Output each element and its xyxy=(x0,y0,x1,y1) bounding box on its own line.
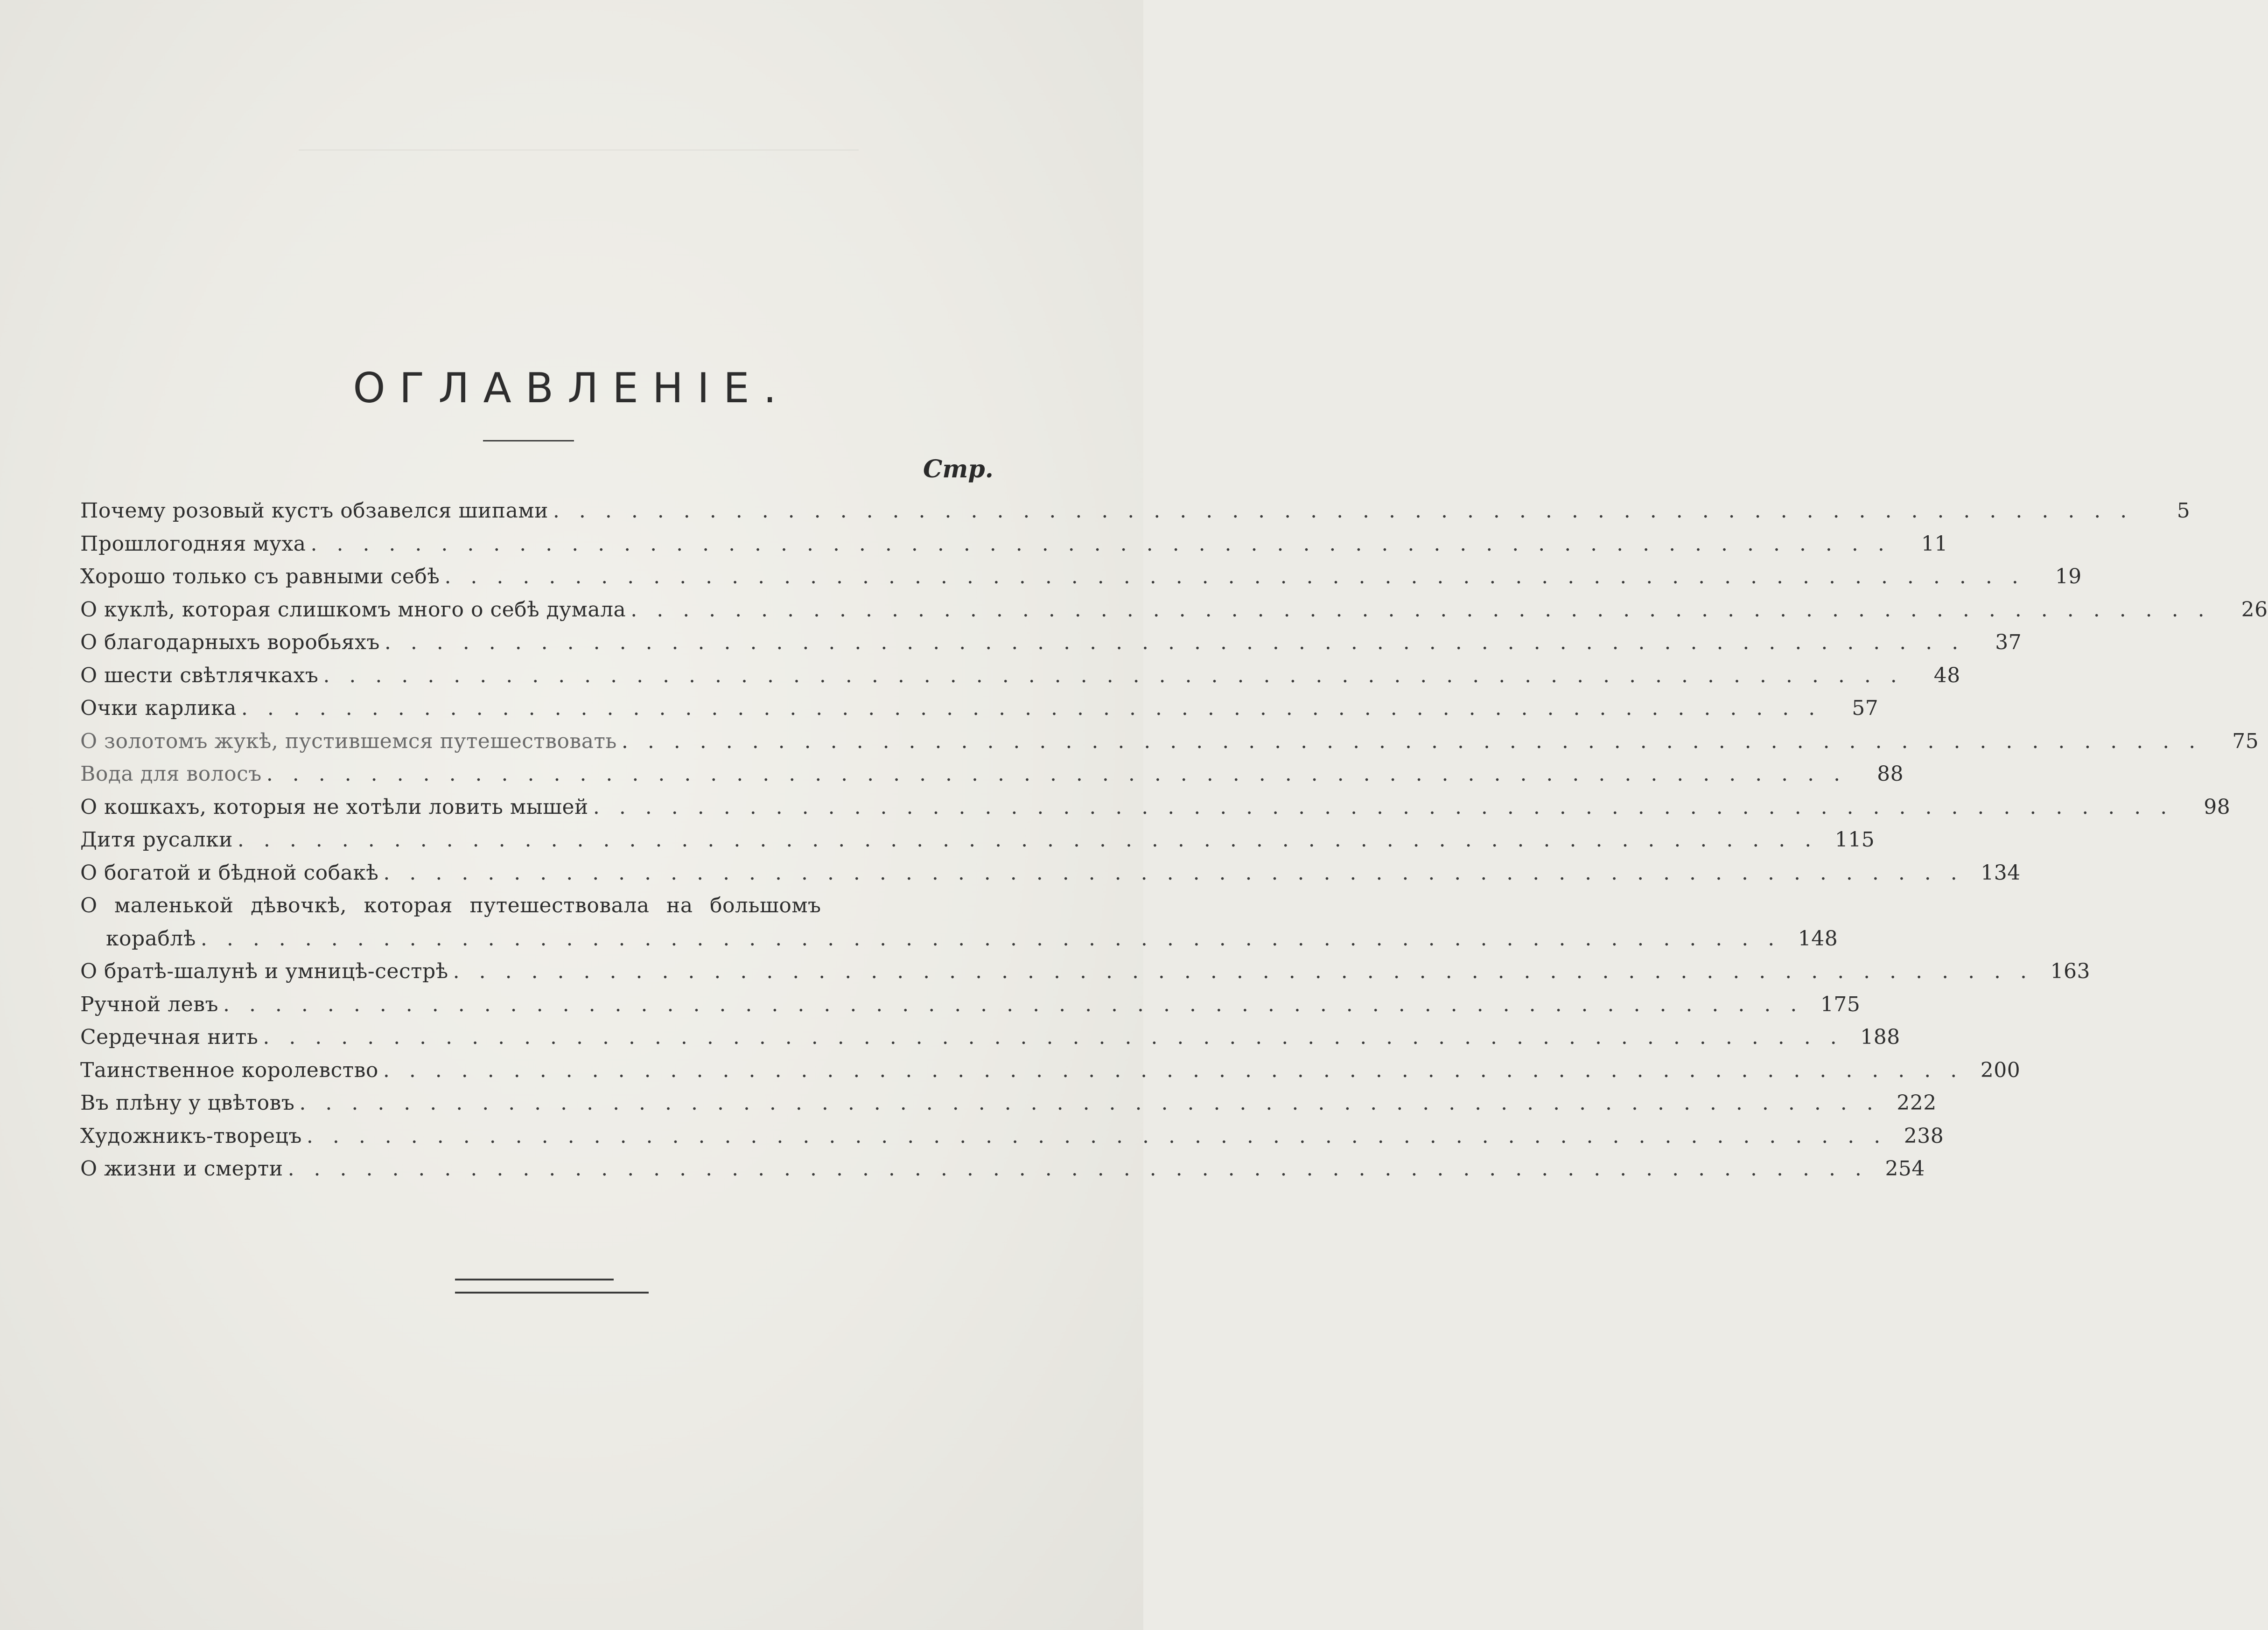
leader-dots: . . . . . . . . . . . . . . . . . . . . . . . . . . . . . . . . . . . . . . . . . . . . . . . . . . . . . . . . . . . . . xyxy=(383,860,1964,885)
toc-entry-page: 57 xyxy=(1852,696,1879,720)
toc-entry[interactable] xyxy=(80,1120,1944,1153)
toc-entry-title: Прошлогодняя муха xyxy=(80,532,306,556)
toc-entry-title: О богатой и бѣдной собакѣ xyxy=(80,860,379,885)
toc-entry[interactable] xyxy=(80,1054,2021,1087)
leader-dots: . . . . . . . . . . . . . . . . . . . . . . . . . . . . . . . . . . . . . . . . . . . . . . . . . . . . . . . . . . . . . xyxy=(200,926,1781,951)
toc-entry-title: Хорошо только съ равными себѣ xyxy=(80,565,440,588)
table-of-contents xyxy=(80,495,2268,1186)
closing-rule-lower xyxy=(455,1292,649,1294)
page-title: ОГЛАВЛЕНIЕ. xyxy=(353,364,791,412)
toc-entry[interactable] xyxy=(80,791,2231,824)
toc-entry-page: 115 xyxy=(1834,828,1875,852)
toc-entry-page: 11 xyxy=(1921,532,1948,556)
toc-entry-title: О куклѣ, которая слишкомъ много о себѣ думала xyxy=(80,597,626,622)
toc-entry[interactable] xyxy=(80,659,1960,693)
toc-entry-page: 88 xyxy=(1877,762,1904,786)
toc-entry[interactable] xyxy=(80,824,1875,857)
toc-entry-title: Въ плѣну у цвѣтовъ xyxy=(80,1091,295,1115)
leader-dots: . . . . . . . . . . . . . . . . . . . . . . . . . . . . . . . . . . . . . . . . . . . . . . . . . . . . . . . . . . . . . xyxy=(444,565,2025,588)
toc-entry[interactable] xyxy=(80,626,2022,659)
toc-entry[interactable] xyxy=(80,528,1948,561)
toc-entry-page: 163 xyxy=(2050,959,2091,983)
toc-entry-page: 98 xyxy=(2204,795,2231,819)
toc-entry[interactable] xyxy=(80,1087,1937,1120)
leader-dots: . . . . . . . . . . . . . . . . . . . . . . . . . . . . . . . . . . . . . . . . . . . . . . . . . . . . . . . . . . . . . xyxy=(237,828,1818,852)
toc-entry-page: 222 xyxy=(1897,1091,1937,1115)
toc-entry-line1[interactable] xyxy=(80,889,992,923)
toc-entry-title: Дитя русалки xyxy=(80,828,233,852)
toc-entry[interactable] xyxy=(80,1021,1900,1054)
toc-entry-title: О братѣ-шалунѣ и умницѣ-сестрѣ xyxy=(80,959,448,983)
leader-dots: . . . . . . . . . . . . . . . . . . . . . . . . . . . . . . . . . . . . . . . . . . . . . . . . . . . . . . . . . . . . . xyxy=(287,1157,1868,1181)
closing-rule-upper xyxy=(455,1279,614,1280)
toc-entry-page: 238 xyxy=(1904,1124,1944,1148)
page-column-label: Стр. xyxy=(923,455,994,483)
toc-entry-title: Ручной левъ xyxy=(80,992,218,1016)
toc-entry[interactable] xyxy=(80,594,2268,627)
leader-dots: . . . . . . . . . . . . . . . . . . . . . . . . . . . . . . . . . . . . . . . . . . . . . . . . . . . . . . . . . . . . . xyxy=(553,499,2134,523)
toc-entry[interactable] xyxy=(80,692,1879,725)
toc-entry-page: 188 xyxy=(1860,1025,1900,1049)
toc-entry-page: 75 xyxy=(2232,729,2259,753)
toc-entry-page: 5 xyxy=(2177,499,2191,523)
toc-entry-title: Сердечная нить xyxy=(80,1025,259,1049)
toc-entry[interactable] xyxy=(80,560,2082,594)
toc-entry-page: 200 xyxy=(1980,1058,2021,1082)
leader-dots: . . . . . . . . . . . . . . . . . . . . . . . . . . . . . . . . . . . . . . . . . . . . . . . . . . . . . . . . . . . . . xyxy=(299,1091,1880,1115)
toc-entry-page: 175 xyxy=(1820,992,1861,1016)
toc-entry-page: 37 xyxy=(1995,630,2022,654)
toc-entry-title: О благодарныхъ воробьяхъ xyxy=(80,630,380,654)
toc-entry-title: Таинственное королевство xyxy=(80,1058,378,1082)
toc-entry-title: Художникъ-творецъ xyxy=(80,1124,302,1148)
leader-dots: . . . . . . . . . . . . . . . . . . . . . . . . . . . . . . . . . . . . . . . . . . . . . . . . . . . . . . . . . . . . . xyxy=(593,795,2174,819)
toc-entry-title-continued: кораблѣ xyxy=(106,926,196,951)
toc-entry[interactable] xyxy=(80,495,2191,528)
toc-entry[interactable] xyxy=(80,955,2091,988)
toc-entry-title: О шести свѣтлячкахъ xyxy=(80,663,319,687)
leader-dots: . . . . . . . . . . . . . . . . . . . . . . . . . . . . . . . . . . . . . . . . . . . . . . . . . . . . . . . . . . . . . xyxy=(263,1025,1843,1049)
title-rule xyxy=(483,440,574,441)
toc-entry[interactable] xyxy=(80,1153,1925,1186)
leader-dots: . . . . . . . . . . . . . . . . . . . . . . . . . . . . . . . . . . . . . . . . . . . . . . . . . . . . . . . . . . . . . xyxy=(383,1058,1964,1082)
toc-entry-page: 148 xyxy=(1798,926,1838,951)
leader-dots: . . . . . . . . . . . . . . . . . . . . . . . . . . . . . . . . . . . . . . . . . . . . . . . . . . . . . . . . . . . . . xyxy=(306,1124,1887,1148)
toc-entry-title: Вода для волосъ xyxy=(80,762,262,786)
toc-entry-page: 26 xyxy=(2241,597,2268,622)
leader-dots: . . . . . . . . . . . . . . . . . . . . . . . . . . . . . . . . . . . . . . . . . . . . . . . . . . . . . . . . . . . . . xyxy=(241,696,1822,720)
leader-dots: . . . . . . . . . . . . . . . . . . . . . . . . . . . . . . . . . . . . . . . . . . . . . . . . . . . . . . . . . . . . . xyxy=(384,630,1965,654)
leader-dots: . . . . . . . . . . . . . . . . . . . . . . . . . . . . . . . . . . . . . . . . . . . . . . . . . . . . . . . . . . . . . xyxy=(310,532,1891,556)
leader-dots: . . . . . . . . . . . . . . . . . . . . . . . . . . . . . . . . . . . . . . . . . . . . . . . . . . . . . . . . . . . . . xyxy=(223,992,1804,1016)
leader-dots: . . . . . . . . . . . . . . . . . . . . . . . . . . . . . . . . . . . . . . . . . . . . . . . . . . . . . . . . . . . . . xyxy=(323,663,1904,687)
toc-entry[interactable] xyxy=(80,988,1861,1021)
toc-entry-title: О жизни и смерти xyxy=(80,1157,283,1181)
toc-entry-title: Почему розовый кустъ обзавелся шипами xyxy=(80,499,548,523)
leader-dots: . . . . . . . . . . . . . . . . . . . . . . . . . . . . . . . . . . . . . . . . . . . . . . . . . . . . . . . . . . . . . xyxy=(621,729,2202,753)
leader-dots: . . . . . . . . . . . . . . . . . . . . . . . . . . . . . . . . . . . . . . . . . . . . . . . . . . . . . . . . . . . . . xyxy=(630,597,2211,622)
toc-entry-title: Очки карлика xyxy=(80,696,237,720)
leader-dots: . . . . . . . . . . . . . . . . . . . . . . . . . . . . . . . . . . . . . . . . . . . . . . . . . . . . . . . . . . . . . xyxy=(266,762,1847,786)
toc-entry-line2[interactable] xyxy=(80,923,1838,956)
toc-entry[interactable] xyxy=(80,857,2021,890)
toc-entry-title: О золотомъ жукѣ, пустившемся путешествовать xyxy=(80,729,617,753)
toc-entry-page: 134 xyxy=(1981,860,2021,885)
toc-entry-page: 254 xyxy=(1885,1157,1925,1181)
leader-dots: . . . . . . . . . . . . . . . . . . . . . . . . . . . . . . . . . . . . . . . . . . . . . . . . . . . . . . . . . . . . . xyxy=(453,959,2034,983)
toc-entry[interactable] xyxy=(80,725,2259,758)
toc-entry-page: 19 xyxy=(2055,565,2082,588)
toc-entry-title: О кошкахъ, которыя не хотѣли ловить мышей xyxy=(80,795,588,819)
bleed-through-shadow xyxy=(299,112,859,151)
toc-entry[interactable] xyxy=(80,758,1904,791)
toc-entry-title: О маленькой дѣвочкѣ, которая путешествовала на большомъ xyxy=(80,894,821,917)
toc-entry-page: 48 xyxy=(1933,663,1960,687)
